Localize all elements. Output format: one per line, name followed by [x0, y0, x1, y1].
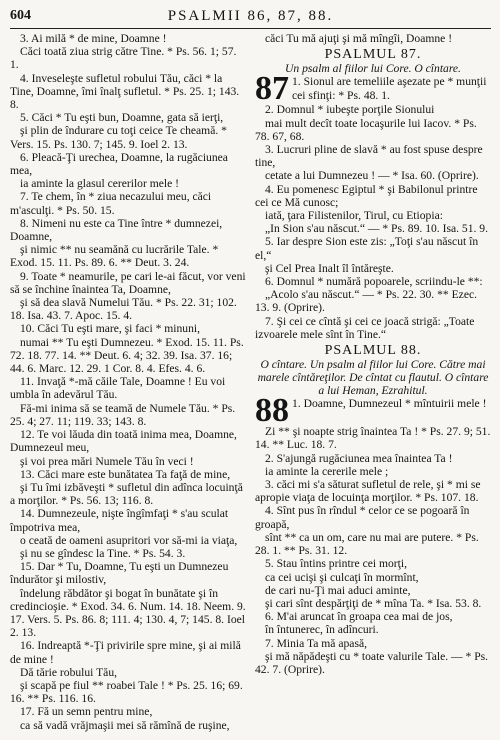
verse-line: o ceată de oameni asupritori vor să-mi ia viaţa,: [20, 533, 238, 547]
verse-line: 9. Toate * neamurile, pe cari le-ai făcut, vor veni să se închine înaintea Ta, Doamne,: [10, 269, 246, 296]
verse-line: 3. Lucruri pline de slavă * au fost spuse despre tine,: [255, 143, 483, 170]
verse-line: căci Tu mă ajuţi şi mă mîngîi, Doamne !: [265, 32, 453, 45]
verse-line: Căci toată ziua strig către Tine. * Ps. 56. 1; 57. 1.: [10, 45, 237, 72]
verse-line: 16. Indreaptă *-Ţi privirile spre mine, şi ai milă de mine !: [10, 639, 241, 666]
psalm-87-drop-number: 87: [255, 70, 289, 108]
right-column: [255, 32, 491, 732]
verse-line: şi nimic ** nu seamănă cu lucrările Tale. * Exod. 15. 11. Ps. 89. 6. ** Deut. 3. 24.: [10, 243, 219, 270]
psalm-87-superscription: Un psalm al fiilor lui Core. O cîntare.: [285, 62, 461, 76]
verse-line: ia aminte la cererile mele ;: [265, 464, 389, 478]
verse-line: numai ** Tu eşti Dumnezeu. * Exod. 15. 11. Ps. 72. 18. 77. 14. ** Deut. 6. 4; 32. 39. Isa. 37. 16; 44. 6. Marc. 12. 29. 1 Cor. 8. 4. Efes. 4. 6.: [10, 335, 244, 376]
verse-line: iată, ţara Filistenilor, Tirul, cu Etiopia:: [265, 209, 443, 223]
psalm-87-title: PSALMUL 87.: [324, 47, 422, 63]
verse-line: 6. Domnul * numără popoarele, scriindu-le **:: [265, 275, 483, 289]
verse-line: 7. Minia Ta mă apasă,: [265, 636, 367, 650]
verse-line: în întunerec, în adîncuri.: [265, 623, 379, 637]
verse-line: 2. Domnul * iubeşte porţile Sionului: [265, 103, 435, 117]
psalm-88-verse-1: [255, 392, 491, 430]
psalm-87-verses: [255, 103, 491, 341]
verse-line: 14. Dumnezeule, nişte îngîmfaţi * s'au sculat împotriva mea,: [10, 507, 229, 534]
verse-line: 5. Stau întins printre cei morţi,: [265, 557, 408, 571]
psalm-88-drop-number: 88: [255, 392, 289, 430]
verse-line: îndelung răbdător şi bogat în bunătate şi în credincioşie. * Exod. 34. 6. Num. 14. 18. Neem. 9. 17. Vers. 5. Ps. 86. 8; 111. 4; 130. 4, 7; 145. 8. Ioel 2. 13.: [10, 586, 246, 640]
verse-line: Dă tărie robului Tău,: [20, 665, 118, 679]
verse-line: 5. Căci * Tu eşti bun, Doamne, gata să ierţi,: [20, 111, 224, 125]
verse-line: 3. căci mi s'a săturat sufletul de rele, şi * mi se apropie viaţa de locuinţa morţilor. * Ps. 107. 18.: [255, 478, 481, 505]
verse-line: 2. S'ajungă rugăciunea mea înaintea Ta !: [265, 451, 453, 465]
verse-line: Zi ** şi noapte strig înaintea Ta ! * Ps. 27. 9; 51. 14. ** Luc. 18. 7.: [255, 425, 491, 452]
running-header: [10, 8, 491, 29]
verse-line: şi Tu îmi izbăveşti * sufletul din adînca locuinţă a morţilor. * Ps. 56. 13; 116. 8.: [10, 480, 243, 508]
verse-line: sînt ** ca un om, care nu mai are putere. * Ps. 28. 1. ** Ps. 31. 12.: [255, 530, 479, 558]
running-title: PSALMII 86, 87, 88.: [167, 8, 334, 24]
verse-line: 3. Ai milă * de mine, Doamne !: [20, 32, 167, 45]
psalm-88-title: PSALMUL 88.: [324, 343, 422, 359]
verse-text: 1. Doamne, Dumnezeul * mîntuirii mele !: [292, 397, 487, 411]
psalm-86-ending: [255, 32, 491, 45]
psalm-87-verse-1: [255, 70, 491, 108]
verse-line: şi cari sînt despărţiţi de * mîna Ta. * Isa. 53. 8.: [265, 596, 482, 610]
verse-line: şi mă năpădeşti cu * toate valurile Tale. — * Ps. 42. 7. (Oprire).: [255, 649, 489, 676]
verse-line: „Acolo s'au născut.“ — * Ps. 22. 30. ** Ezec. 13. 9. (Oprire).: [255, 288, 478, 315]
verse-line: ia aminte la glasul cererilor mele !: [20, 177, 180, 191]
psalm-88-verses: [255, 425, 491, 676]
verse-line: 6. Pleacă-Ţi urechea, Doamne, la rugăciunea mea,: [10, 150, 228, 178]
verse-line: 6. M'ai aruncat în groapa cea mai de jos,: [265, 610, 453, 624]
verse-line: 7. Te chem, în * ziua necazului meu, căci m'asculţi. * Ps. 50. 15.: [10, 190, 212, 217]
verse-line: 17. Fă un semn pentru mine,: [20, 705, 153, 719]
verse-line: şi plin de îndurare cu toţi ceice Te cheamă. * Vers. 15. Ps. 130. 7; 145. 9. Ioel 2. 13.: [10, 124, 227, 151]
verse-line: 5. Iar despre Sion este zis: „Toţi s'au născut în el,“: [255, 235, 479, 262]
verse-text: 1. Sionul are temeliile aşezate pe * munţii cei sfinţi: * Ps. 48. 1.: [292, 75, 487, 102]
verse-line: 4. Sînt pus în rîndul * celor ce se pogoară în groapă,: [255, 504, 470, 531]
text-columns: [10, 32, 491, 732]
verse-line: 8. Nimeni nu este ca Tine între * dumnezei, Doamne,: [10, 216, 223, 244]
verse-line: de cari nu-Ţi mai aduci aminte,: [265, 583, 411, 597]
psalm-88-superscription: O cîntare. Un psalm al fiilor lui Core. Către mai marele cîntăreţilor. De cîntat cu flautul. O cîntare a lui Heman, Ezrahitul.: [257, 358, 489, 398]
verse-line: mai mult decît toate locaşurile lui Iacov. * Ps. 78. 67, 68.: [255, 116, 477, 143]
verse-line: ca cei ucişi şi culcaţi în mormînt,: [265, 570, 419, 584]
verse-line: 10. Căci Tu eşti mare, şi faci * minuni,: [20, 322, 201, 336]
verse-line: 4. Inveseleşte sufletul robului Tău, căci * la Tine, Doamne, îmi înalţ sufletul. * Ps. 25. 1; 143. 8.: [10, 71, 240, 112]
verse-line: 7. Şi cei ce cîntă şi cei ce joacă strigă: „Toate izvoarele mele sînt în Tine.“: [255, 314, 475, 341]
verse-line: ca să vadă vrăjmaşii mei să rămînă de ruşine,: [20, 718, 230, 732]
verse-line: cetate a lui Dumnezeu ! — * Isa. 60. (Oprire).: [265, 169, 479, 183]
verse-line: şi nu se gîndesc la Tine. * Ps. 54. 3.: [20, 546, 186, 560]
verse-line: 11. Invaţă *-mă căile Tale, Doamne ! Eu voi umbla în adevărul Tău.: [10, 375, 226, 402]
verse-line: şi voi prea mări Numele Tău în veci !: [20, 454, 194, 468]
verse-line: „In Sion s'au născut.“ — * Ps. 89. 10. Isa. 51. 9.: [265, 222, 488, 236]
verse-line: 15. Dar * Tu, Doamne, Tu eşti un Dumnezeu îndurător şi milostiv,: [10, 560, 229, 587]
verse-line: 13. Căci mare este bunătatea Ta faţă de mine,: [20, 467, 231, 481]
verse-line: 12. Te voi lăuda din toată inima mea, Doamne, Dumnezeul meu,: [10, 428, 237, 455]
page-number: 604: [10, 8, 31, 23]
verse-line: şi Cel Prea Inalt îl întăreşte.: [265, 261, 394, 275]
verse-line: şi să dea slavă Numelui Tău. * Ps. 22. 31; 102. 18. Isa. 43. 7. Apoc. 15. 4.: [10, 296, 237, 323]
verse-line: 4. Eu pomenesc Egiptul * şi Babilonul printre cei ce Mă cunosc;: [255, 182, 478, 209]
left-column: [10, 32, 246, 732]
verse-line: Fă-mi inima să se teamă de Numele Tău. * Ps. 25. 4; 27. 11; 119. 33; 143. 8.: [10, 401, 236, 428]
verse-line: şi scapă pe fiul ** roabei Tale ! * Ps. 25. 16; 69. 16. ** Ps. 116. 16.: [10, 678, 243, 706]
